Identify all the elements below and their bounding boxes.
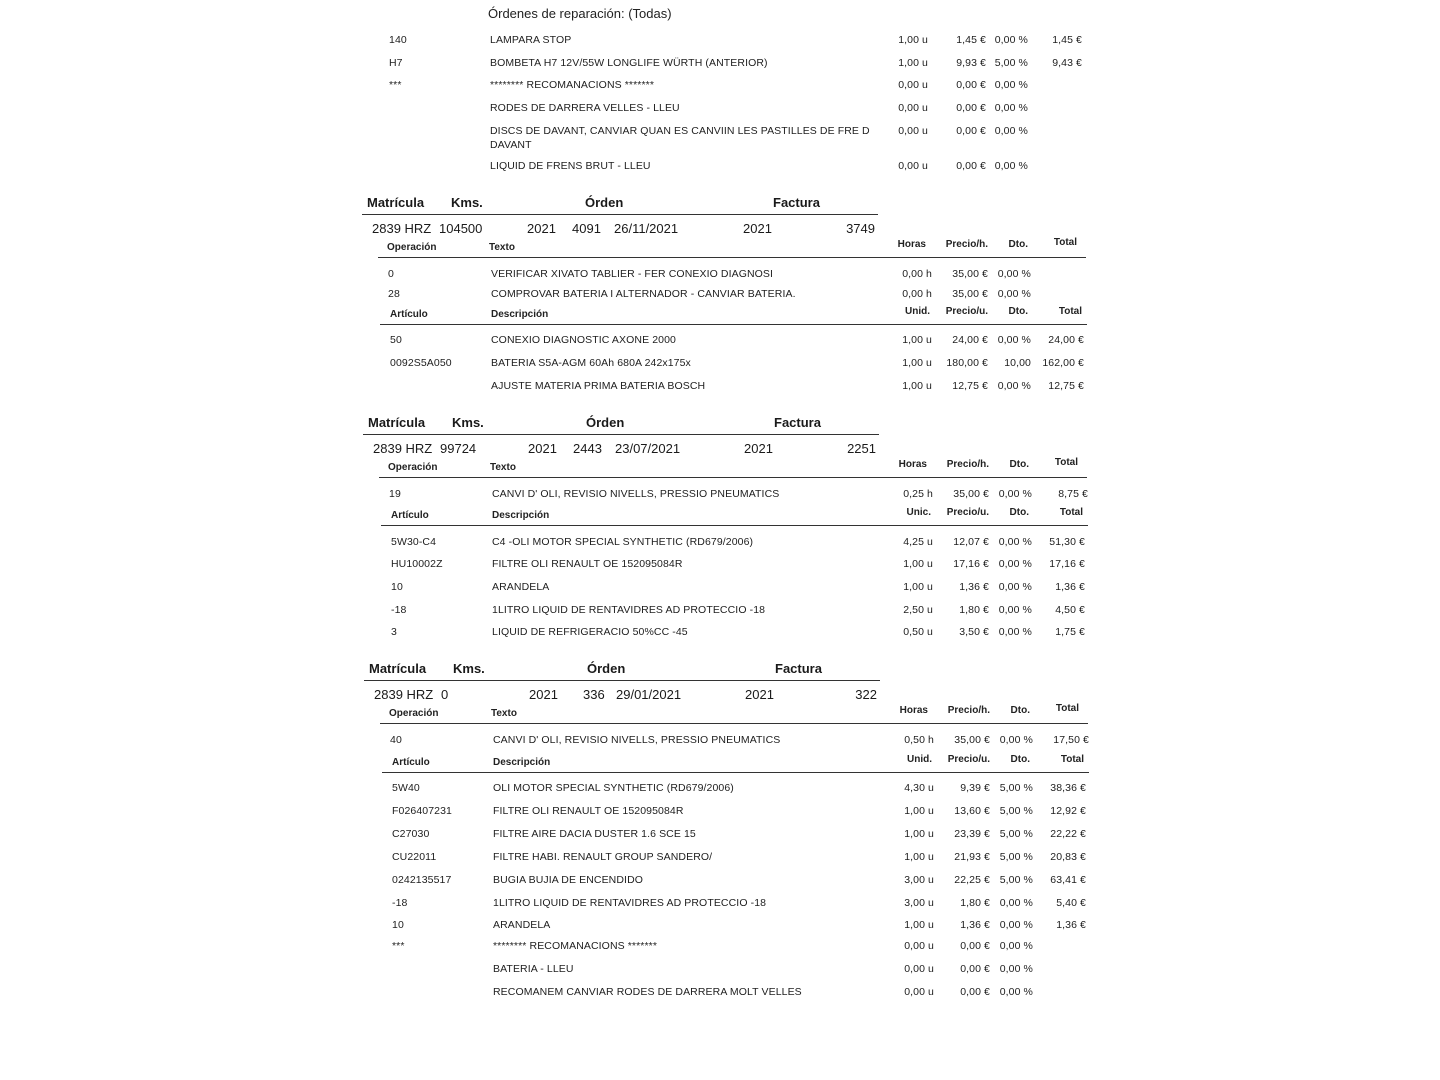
- article-price: 1,80 €: [959, 604, 989, 616]
- invoice-year: 2021: [744, 441, 773, 456]
- article-description: BATERIA - LLEU: [493, 963, 574, 975]
- article-price: 23,39 €: [954, 828, 990, 840]
- invoice-year: 2021: [743, 221, 772, 236]
- label-dto: Dto.: [1010, 754, 1030, 765]
- label-precio-u: Precio/u.: [946, 507, 989, 518]
- article-qty: 0,00 u: [904, 940, 934, 952]
- label-texto: Texto: [491, 708, 517, 719]
- article-total: 12,75 €: [1048, 380, 1084, 392]
- article-code: 10: [391, 581, 403, 593]
- article-price: 12,75 €: [952, 380, 988, 392]
- article-price: 1,36 €: [959, 581, 989, 593]
- article-qty: 0,00 u: [904, 986, 934, 998]
- item-discount: 0,00 %: [994, 102, 1028, 114]
- article-description: ******** RECOMANACIONS *******: [493, 940, 658, 952]
- article-price: 180,00 €: [946, 357, 988, 369]
- article-price: 12,07 €: [953, 536, 989, 548]
- article-qty: 0,50 u: [903, 626, 933, 638]
- label-articulo: Artículo: [391, 510, 429, 521]
- article-discount: 10,00: [1004, 357, 1031, 369]
- label-kms: Kms.: [451, 195, 483, 210]
- item-price: 0,00 €: [956, 125, 986, 137]
- article-discount: 0,00 %: [999, 919, 1033, 931]
- article-discount: 5,00 %: [999, 828, 1033, 840]
- order-year: 2021: [527, 221, 556, 236]
- operation-text: CANVI D' OLI, REVISIO NIVELLS, PRESSIO PNEUMATICS: [492, 488, 780, 500]
- label-descripcion: Descripción: [492, 510, 550, 521]
- item-total: 1,45 €: [1052, 34, 1082, 46]
- item-code: 140: [389, 34, 407, 46]
- article-price: 17,16 €: [953, 558, 989, 570]
- item-description: BOMBETA H7 12V/55W LONGLIFE WÜRTH (ANTERIOR): [490, 57, 768, 69]
- articles-divider: [381, 525, 1088, 526]
- article-description: CONEXIO DIAGNOSTIC AXONE 2000: [491, 334, 676, 346]
- article-qty: 1,00 u: [903, 558, 933, 570]
- order-year: 2021: [528, 441, 557, 456]
- operation-text: VERIFICAR XIVATO TABLIER - FER CONEXIO DIAGNOSI: [491, 268, 774, 280]
- label-kms: Kms.: [452, 415, 484, 430]
- article-code: ***: [392, 940, 405, 952]
- article-discount: 0,00 %: [998, 536, 1032, 548]
- item-qty: 0,00 u: [898, 160, 928, 172]
- item-description: RODES DE DARRERA VELLES - LLEU: [490, 102, 680, 114]
- article-total: 17,16 €: [1049, 558, 1085, 570]
- label-dto: Dto.: [1008, 239, 1028, 250]
- label-unid: Unid.: [907, 754, 932, 765]
- label-precio-h: Precio/h.: [947, 705, 990, 716]
- article-description: BUGIA BUJIA DE ENCENDIDO: [493, 874, 644, 886]
- article-discount: 0,00 %: [999, 897, 1033, 909]
- article-qty: 1,00 u: [902, 334, 932, 346]
- operation-hours: 0,00 h: [902, 268, 932, 280]
- label-articulo: Artículo: [390, 309, 428, 320]
- label-descripcion: Descripción: [491, 309, 549, 320]
- article-description: 1LITRO LIQUID DE RENTAVIDRES AD PROTECCIO -18: [492, 604, 766, 616]
- article-code: -18: [391, 604, 407, 616]
- item-price: 9,93 €: [956, 57, 986, 69]
- label-unid: Unic.: [906, 507, 931, 518]
- label-orden: Órden: [585, 195, 624, 210]
- operation-price: 35,00 €: [953, 488, 989, 500]
- article-code: 5W40: [392, 782, 420, 794]
- label-dto: Dto.: [1009, 507, 1029, 518]
- article-price: 24,00 €: [952, 334, 988, 346]
- article-description: FILTRE OLI RENAULT OE 152095084R: [492, 558, 683, 570]
- label-precio-h: Precio/h.: [945, 239, 988, 250]
- article-price: 13,60 €: [954, 805, 990, 817]
- label-dto: Dto.: [1009, 459, 1029, 470]
- article-description: FILTRE AIRE DACIA DUSTER 1.6 SCE 15: [493, 828, 696, 840]
- kilometers: 104500: [439, 221, 483, 236]
- article-discount: 0,00 %: [999, 963, 1033, 975]
- article-total: 22,22 €: [1050, 828, 1086, 840]
- item-description: LAMPARA STOP: [490, 34, 572, 46]
- label-total: Total: [1053, 237, 1077, 248]
- article-total: 4,50 €: [1055, 604, 1085, 616]
- article-code: F026407231: [392, 805, 452, 817]
- operation-price: 35,00 €: [952, 288, 988, 300]
- article-total: 12,92 €: [1050, 805, 1086, 817]
- label-dto: Dto.: [1010, 705, 1030, 716]
- operation-code: 40: [390, 734, 402, 746]
- label-precio-u: Precio/u.: [947, 754, 990, 765]
- order-date: 23/07/2021: [615, 441, 681, 456]
- label-operacion: Operación: [388, 462, 438, 473]
- header-divider: [362, 214, 878, 215]
- label-factura: Factura: [773, 195, 820, 210]
- item-description: DISCS DE DAVANT, CANVIAR QUAN ES CANVIIN LES PASTILLES DE FRE D: [490, 125, 870, 137]
- label-articulo: Artículo: [392, 757, 430, 768]
- article-price: 1,36 €: [960, 919, 990, 931]
- item-qty: 0,00 u: [898, 79, 928, 91]
- label-factura: Factura: [774, 415, 821, 430]
- article-qty: 4,25 u: [903, 536, 933, 548]
- operation-discount: 0,00 %: [997, 288, 1031, 300]
- article-qty: 1,00 u: [904, 805, 934, 817]
- label-unid: Unid.: [905, 306, 930, 317]
- header-divider: [363, 434, 879, 435]
- plate-number: 2839 HRZ: [374, 687, 434, 702]
- item-price: 1,45 €: [956, 34, 986, 46]
- article-total: 1,36 €: [1055, 581, 1085, 593]
- article-total: 63,41 €: [1050, 874, 1086, 886]
- operation-price: 35,00 €: [952, 268, 988, 280]
- articles-divider: [382, 772, 1089, 773]
- article-description: C4 -OLI MOTOR SPECIAL SYNTHETIC (RD679/2006): [492, 536, 754, 548]
- operation-hours: 0,25 h: [903, 488, 933, 500]
- operations-divider: [378, 257, 1086, 258]
- article-code: -18: [392, 897, 408, 909]
- operations-divider: [380, 723, 1088, 724]
- label-matricula: Matrícula: [367, 195, 425, 210]
- article-description: RECOMANEM CANVIAR RODES DE DARRERA MOLT VELLES: [493, 986, 802, 998]
- label-kms: Kms.: [453, 661, 485, 676]
- invoice-number: 2251: [847, 441, 876, 456]
- label-total: Total: [1060, 754, 1084, 765]
- operation-discount: 0,00 %: [998, 488, 1032, 500]
- article-price: 9,39 €: [960, 782, 990, 794]
- item-description: LIQUID DE FRENS BRUT - LLEU: [490, 160, 651, 172]
- label-operacion: Operación: [387, 242, 437, 253]
- article-discount: 0,00 %: [998, 558, 1032, 570]
- operation-price: 35,00 €: [954, 734, 990, 746]
- article-qty: 4,30 u: [904, 782, 934, 794]
- order-year: 2021: [529, 687, 558, 702]
- article-discount: 0,00 %: [997, 334, 1031, 346]
- article-code: CU22011: [392, 851, 437, 863]
- article-price: 21,93 €: [954, 851, 990, 863]
- order-number: 4091: [572, 221, 601, 236]
- article-code: HU10002Z: [391, 558, 443, 570]
- article-discount: 0,00 %: [999, 986, 1033, 998]
- article-total: 38,36 €: [1050, 782, 1086, 794]
- invoice-number: 3749: [846, 221, 875, 236]
- article-discount: 5,00 %: [999, 782, 1033, 794]
- article-qty: 1,00 u: [902, 380, 932, 392]
- article-qty: 1,00 u: [904, 919, 934, 931]
- item-discount: 0,00 %: [994, 160, 1028, 172]
- article-discount: 5,00 %: [999, 805, 1033, 817]
- label-precio-h: Precio/h.: [946, 459, 989, 470]
- article-code: 0242135517: [392, 874, 452, 886]
- label-factura: Factura: [775, 661, 822, 676]
- operation-code: 19: [389, 488, 401, 500]
- article-total: 51,30 €: [1049, 536, 1085, 548]
- kilometers: 99724: [440, 441, 477, 456]
- label-matricula: Matrícula: [368, 415, 426, 430]
- article-discount: 0,00 %: [998, 581, 1032, 593]
- label-precio-u: Precio/u.: [945, 306, 988, 317]
- operation-total: 17,50 €: [1053, 734, 1089, 746]
- article-qty: 3,00 u: [904, 874, 934, 886]
- article-qty: 1,00 u: [904, 828, 934, 840]
- invoice-year: 2021: [745, 687, 774, 702]
- article-code: 10: [392, 919, 404, 931]
- kilometers: 0: [441, 687, 449, 702]
- label-texto: Texto: [489, 242, 515, 253]
- article-discount: 5,00 %: [999, 874, 1033, 886]
- item-price: 0,00 €: [956, 102, 986, 114]
- article-code: 5W30-C4: [391, 536, 437, 548]
- item-qty: 1,00 u: [898, 57, 928, 69]
- article-description: FILTRE HABI. RENAULT GROUP SANDERO/: [493, 851, 713, 863]
- label-total: Total: [1055, 703, 1079, 714]
- item-discount: 0,00 %: [994, 34, 1028, 46]
- operation-total: 8,75 €: [1058, 488, 1088, 500]
- operation-code: 0: [388, 268, 394, 280]
- article-price: 0,00 €: [960, 940, 990, 952]
- invoice-number: 322: [855, 687, 877, 702]
- item-price: 0,00 €: [956, 79, 986, 91]
- item-discount: 0,00 %: [994, 79, 1028, 91]
- article-total: 20,83 €: [1050, 851, 1086, 863]
- order-date: 26/11/2021: [614, 221, 679, 236]
- plate-number: 2839 HRZ: [372, 221, 432, 236]
- article-description: AJUSTE MATERIA PRIMA BATERIA BOSCH: [491, 380, 706, 392]
- label-total: Total: [1058, 306, 1082, 317]
- item-discount: 5,00 %: [994, 57, 1028, 69]
- operation-code: 28: [388, 288, 400, 300]
- item-description: ******** RECOMANACIONS *******: [490, 79, 655, 91]
- article-price: 0,00 €: [960, 986, 990, 998]
- article-qty: 1,00 u: [904, 851, 934, 863]
- label-orden: Órden: [586, 415, 625, 430]
- item-description-cont: DAVANT: [490, 139, 532, 151]
- article-discount: 0,00 %: [997, 380, 1031, 392]
- label-texto: Texto: [490, 462, 516, 473]
- article-description: LIQUID DE REFRIGERACIO 50%CC -45: [492, 626, 688, 638]
- label-orden: Órden: [587, 661, 626, 676]
- article-qty: 1,00 u: [902, 357, 932, 369]
- order-date: 29/01/2021: [616, 687, 682, 702]
- item-code: H7: [389, 57, 403, 69]
- article-price: 0,00 €: [960, 963, 990, 975]
- label-total: Total: [1059, 507, 1083, 518]
- item-code: ***: [389, 79, 402, 91]
- item-discount: 0,00 %: [994, 125, 1028, 137]
- article-description: FILTRE OLI RENAULT OE 152095084R: [493, 805, 684, 817]
- page-title: Órdenes de reparación: (Todas): [488, 6, 672, 21]
- article-discount: 0,00 %: [998, 604, 1032, 616]
- articles-divider: [380, 324, 1087, 325]
- article-qty: 2,50 u: [903, 604, 933, 616]
- order-number: 2443: [573, 441, 602, 456]
- operations-divider: [379, 477, 1087, 478]
- item-qty: 1,00 u: [898, 34, 928, 46]
- label-horas: Horas: [898, 459, 927, 470]
- article-description: OLI MOTOR SPECIAL SYNTHETIC (RD679/2006): [493, 782, 734, 794]
- article-price: 3,50 €: [959, 626, 989, 638]
- operation-text: COMPROVAR BATERIA I ALTERNADOR - CANVIAR BATERIA.: [491, 288, 796, 300]
- article-total: 1,75 €: [1055, 626, 1085, 638]
- plate-number: 2839 HRZ: [373, 441, 433, 456]
- operation-text: CANVI D' OLI, REVISIO NIVELLS, PRESSIO PNEUMATICS: [493, 734, 781, 746]
- article-description: BATERIA S5A-AGM 60Ah 680A 242x175x: [491, 357, 691, 369]
- order-number: 336: [583, 687, 605, 702]
- label-horas: Horas: [899, 705, 928, 716]
- label-horas: Horas: [897, 239, 926, 250]
- article-description: 1LITRO LIQUID DE RENTAVIDRES AD PROTECCIO -18: [493, 897, 767, 909]
- article-total: 1,36 €: [1056, 919, 1086, 931]
- article-total: 24,00 €: [1048, 334, 1084, 346]
- article-discount: 5,00 %: [999, 851, 1033, 863]
- article-code: 3: [391, 626, 397, 638]
- item-price: 0,00 €: [956, 160, 986, 172]
- operation-discount: 0,00 %: [997, 268, 1031, 280]
- article-qty: 0,00 u: [904, 963, 934, 975]
- item-qty: 0,00 u: [898, 125, 928, 137]
- operation-discount: 0,00 %: [999, 734, 1033, 746]
- article-code: 0092S5A050: [390, 357, 452, 369]
- item-qty: 0,00 u: [898, 102, 928, 114]
- article-code: C27030: [392, 828, 430, 840]
- label-total: Total: [1054, 457, 1078, 468]
- article-description: ARANDELA: [492, 581, 550, 593]
- operation-hours: 0,00 h: [902, 288, 932, 300]
- operation-hours: 0,50 h: [904, 734, 934, 746]
- article-code: 50: [390, 334, 402, 346]
- label-operacion: Operación: [389, 708, 439, 719]
- article-price: 1,80 €: [960, 897, 990, 909]
- article-qty: 3,00 u: [904, 897, 934, 909]
- article-description: ARANDELA: [493, 919, 551, 931]
- article-discount: 0,00 %: [999, 940, 1033, 952]
- article-discount: 0,00 %: [998, 626, 1032, 638]
- label-descripcion: Descripción: [493, 757, 551, 768]
- item-total: 9,43 €: [1052, 57, 1082, 69]
- article-total: 5,40 €: [1056, 897, 1086, 909]
- label-dto: Dto.: [1008, 306, 1028, 317]
- label-matricula: Matrícula: [369, 661, 427, 676]
- article-price: 22,25 €: [954, 874, 990, 886]
- article-total: 162,00 €: [1042, 357, 1084, 369]
- header-divider: [364, 680, 880, 681]
- article-qty: 1,00 u: [903, 581, 933, 593]
